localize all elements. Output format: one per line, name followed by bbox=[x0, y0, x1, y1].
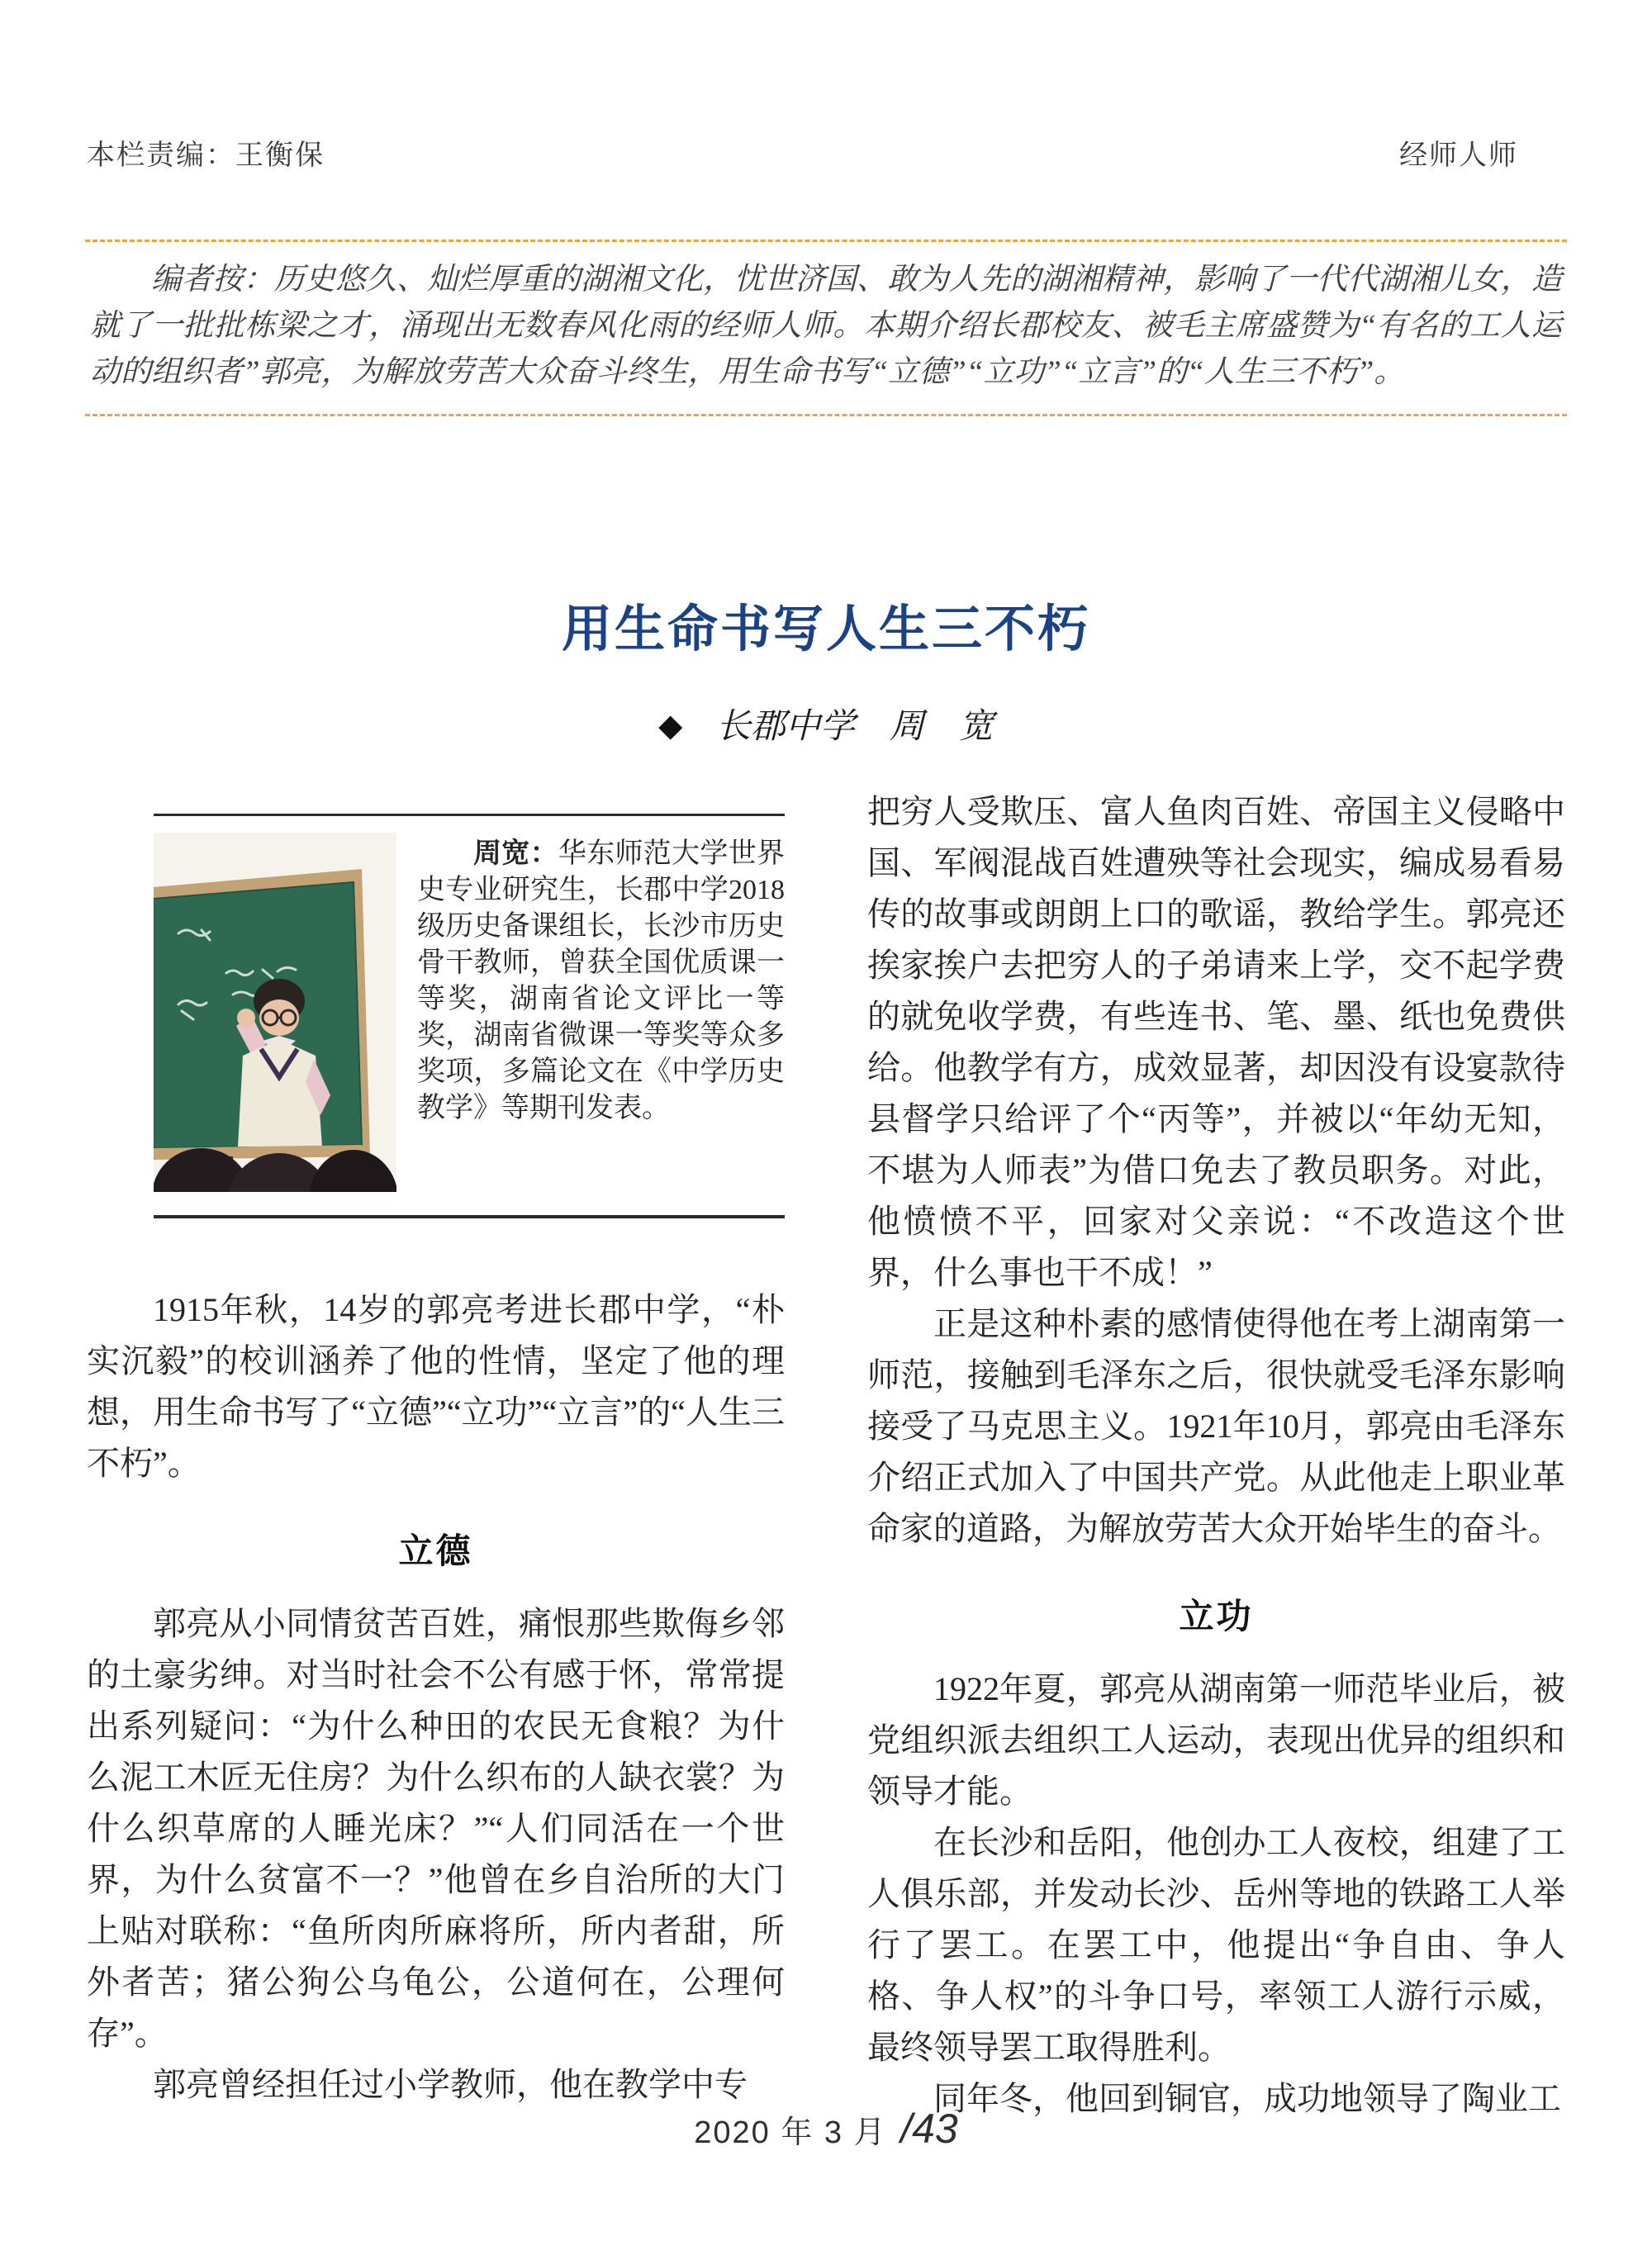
paragraph: 郭亮从小同情贫苦百姓，痛恨那些欺侮乡邻的土豪劣绅。对当时社会不公有感于怀，常常提出系列疑问：“为什么种田的农民无食粮？为什么泥工木匠无住房？为什么织布的人缺衣裳？为什么织草席的人睡光床？”“人们同活在一个世界，为什么贫富不一？”他曾在乡自治所的大门上贴对联称：“鱼所肉所麻将所，所内者甜，所外者苦；猪公狗公乌龟公，公道何在，公理何存”。 bbox=[87, 1605, 785, 2052]
paragraph: 1922年夏，郭亮从湖南第一师范毕业后，被党组织派去组织工人运动，表现出优异的组织和领导才能。 bbox=[867, 1670, 1565, 1810]
running-head bbox=[87, 132, 1518, 173]
article-title: 用生命书写人生三不朽 bbox=[561, 601, 1090, 658]
section-heading-lide: 立德 bbox=[398, 1531, 473, 1570]
editor-note-text: 编者按：历史悠久、灿烂厚重的湖湘文化，忧世济国、敢为人先的湖湘精神，影响了一代代湖湘儿女，造就了一批批栋梁之才，涌现出无数春风化雨的经师人师。本期介绍长郡校友、被毛主席盛赞为“有名的工人运动的组织者”郭亮，为解放劳苦大众奋斗终生，用生命书写“立德”“立功”“立言”的“人生三不朽”。 bbox=[90, 263, 1562, 389]
section-heading-ligong: 立功 bbox=[1179, 1597, 1254, 1636]
teacher-hand bbox=[237, 1009, 255, 1027]
footer-page-number: /43 bbox=[900, 2106, 958, 2152]
paragraph: 1915年秋，14岁的郭亮考进长郡中学，“朴实沉毅”的校训涵养了他的性情，坚定了他的理想，用生命书写了“立德”“立功”“立言”的“人生三不朽”。 bbox=[87, 1291, 785, 1482]
paragraph: 正是这种朴素的感情使得他在考上湖南第一师范，接触到毛泽东之后，很快就受毛泽东影响接受了马克思主义。1921年10月，郭亮由毛泽东介绍正式加入了中国共产党。从此他走上职业革命家的道路，为解放劳苦大众开始毕生的奋斗。 bbox=[867, 1305, 1565, 1547]
byline-text: 长郡中学 周 宽 bbox=[715, 708, 994, 746]
classroom-photo-illustration bbox=[154, 833, 396, 1192]
column-editor-label: 本栏责编：王衡保 bbox=[87, 140, 325, 171]
author-intro-block bbox=[154, 814, 785, 1218]
teacher-classroom-photo bbox=[154, 833, 396, 1192]
byline bbox=[0, 699, 1652, 748]
paragraph: 在长沙和岳阳，他创办工人夜校，组建了工人俱乐部，并发动长沙、岳州等地的铁路工人举行了罢工。在罢工中，他提出“争自由、争人格、争人权”的斗争口号，率领工人游行示威，最终领导罢工取得胜利。 bbox=[867, 1824, 1565, 2066]
editor-note-box bbox=[85, 240, 1567, 416]
page-footer bbox=[0, 2105, 1652, 2153]
footer-date: 2020 年 3 月 bbox=[694, 2115, 887, 2150]
author-name-lead: 周宽： bbox=[473, 838, 558, 869]
paragraph: 把穷人受欺压、富人鱼肉百姓、帝国主义侵略中国、军阀混战百姓遭殃等社会现实，编成易看易传的故事或朗朗上口的歌谣，教给学生。郭亮还挨家挨户去把穷人的子弟请来上学，交不起学费的就免收学费，有些连书、笔、墨、纸也免费供给。他教学有方，成效显著，却因没有设宴款待县督学只给评了个“丙等”，并被以“年幼无知，不堪为人师表”为借口免去了教员职务。对此，他愤愤不平，回家对父亲说：“不改造这个世界，什么事也干不成！” bbox=[867, 793, 1565, 1291]
right-column bbox=[867, 786, 1565, 2125]
column-title-label: 经师人师 bbox=[1399, 140, 1518, 171]
paragraph: 同年冬，他回到铜官，成功地领导了陶业工 bbox=[933, 2080, 1561, 2117]
paragraph: 郭亮曾经担任过小学教师，他在教学中专 bbox=[153, 2066, 748, 2103]
student-heads bbox=[154, 1148, 396, 1192]
author-bio-text bbox=[417, 836, 785, 1127]
diamond-icon: ◆ bbox=[658, 709, 683, 743]
author-bio bbox=[417, 833, 785, 1192]
left-column bbox=[87, 814, 785, 2110]
teacher-vest bbox=[238, 1039, 322, 1147]
author-bio-body: 华东师范大学世界史专业研究生，长郡中学2018级历史备课组长，长沙市历史骨干教师，曾获全国优质课一等奖，湖南省论文评比一等奖，湖南省微课一等奖等众多奖项，多篇论文在《中学历史教学》等期刊发表。 bbox=[417, 838, 786, 1123]
